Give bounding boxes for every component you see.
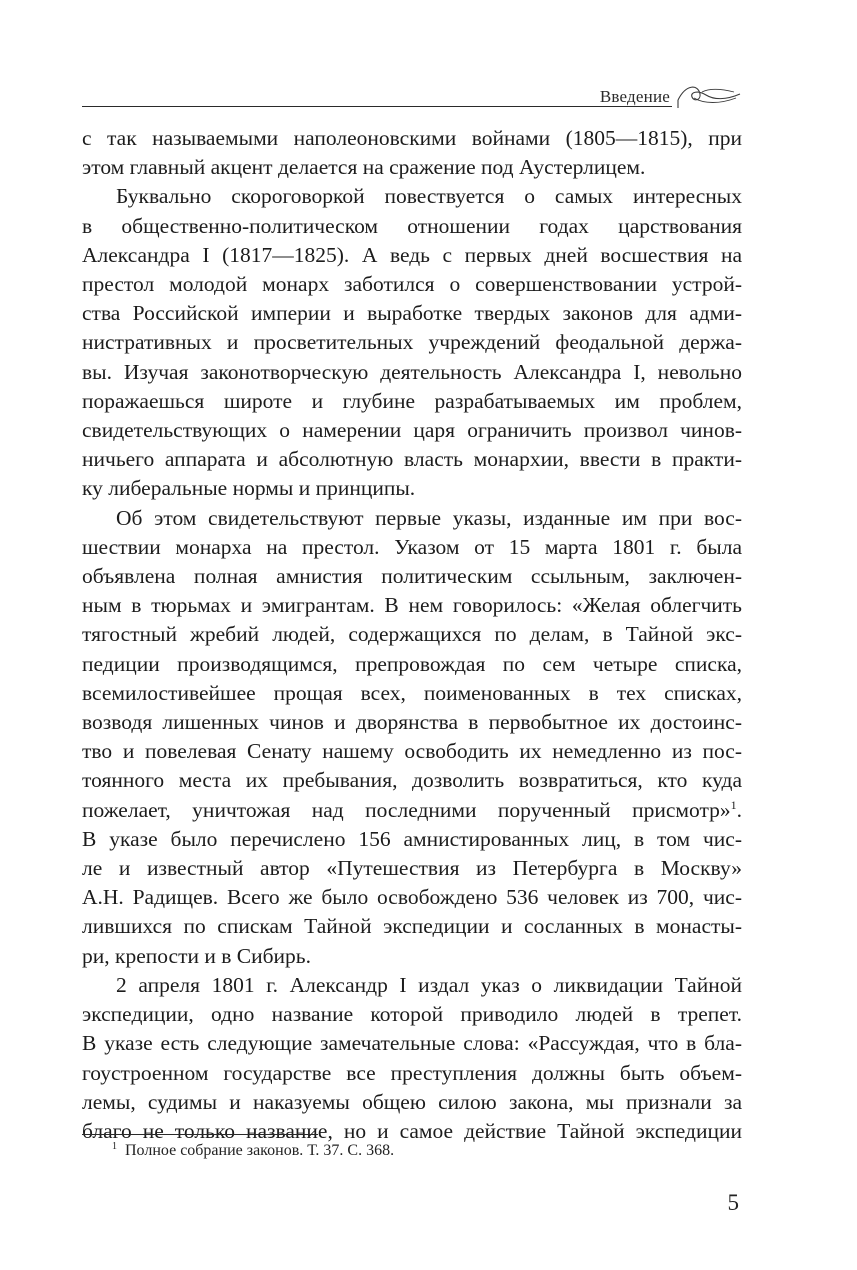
text-line: в общественно-политическом отношении годах царствования: [82, 213, 742, 238]
text-line: педиции производящимся, препровождая по сем четыре списка,: [82, 651, 742, 676]
text-line: Александра I (1817—1825). А ведь с первых дней восшествия на: [82, 242, 742, 267]
paragraph-2: [82, 182, 742, 503]
footnote-rule: [82, 1134, 318, 1135]
text-line-with-footnote: пожелает, уничтожая над последними порученный присмотр»$^1$.: [82, 797, 742, 822]
text-line: свидетельствующих о намерении царя ограничить произвол чинов-: [82, 418, 742, 443]
text-line: лемы, судимы и наказуемы общею силою закона, мы признали за: [82, 1089, 742, 1114]
decorative-flourish-icon: [676, 80, 742, 108]
text-line: А.Н. Радищев. Всего же было освобождено 536 человек из 700, чис-: [82, 885, 742, 910]
text-line: объявлена полная амнистия политическим ссыльным, заключен-: [82, 564, 742, 589]
text-line: гоустроенном государстве все преступления должны быть объем-: [82, 1060, 742, 1085]
text-line: вы. Изучая законотворческую деятельность Александра I, невольно: [82, 359, 742, 384]
text-line: нистративных и просветительных учреждений феодальной держа-: [82, 330, 742, 355]
text-line: этом главный акцент делается на сражение под Аустерлицем.: [82, 155, 646, 180]
text-line: ку либеральные нормы и принципы.: [82, 476, 416, 501]
text-line: благо не только название, но и самое действие Тайной экспедиции: [82, 1118, 742, 1143]
header-rule: [82, 106, 672, 107]
text-line: ничьего аппарата и абсолютную власть монархии, ввести в практи-: [82, 447, 742, 472]
text-line: возводя лишенных чинов и дворянства в первобытное их достоинс-: [82, 710, 742, 735]
text-line: престол молодой монарх заботился о совершенствовании устрой-: [82, 272, 742, 297]
text-line: Буквально скороговоркой повествуется о самых интересных: [116, 184, 742, 209]
text-line: В указе было перечислено 156 амнистированных лиц, в том чис-: [82, 826, 742, 851]
text-line: пожелает, уничтожая над последними порученный присмотр»: [82, 797, 731, 822]
text-line: 2 апреля 1801 г. Александр I издал указ о ликвидации Тайной: [116, 972, 742, 997]
text-line: поражаешься широте и глубине разрабатываемых им проблем,: [82, 388, 742, 413]
text-line: ле и известный автор «Путешествия из Петербурга в Москву»: [82, 856, 742, 881]
text-line: экспедиции, одно название которой приводило людей в трепет.: [82, 1002, 742, 1027]
text-line: ства Российской империи и выработке твердых законов для адми-: [82, 301, 742, 326]
text-line: ным в тюрьмах и эмигрантам. В нем говорилось: «Желая облегчить: [82, 593, 742, 618]
paragraph-1: [82, 124, 742, 182]
paragraph-3: [82, 504, 742, 971]
text-line: лившихся по спискам Тайной экспедиции и сосланных в монасты-: [82, 914, 742, 939]
text-line: В указе есть следующие замечательные слова: «Рассуждая, что в бла-: [82, 1031, 742, 1056]
text-line: тво и повелевая Сенату нашему освободить их немедленно из пос-: [82, 739, 742, 764]
page-number: 5: [727, 1190, 739, 1215]
text-line: всемилостивейшее прощая всех, поименованных в тех списках,: [82, 680, 742, 705]
text-line: шествии монарха на престол. Указом от 15 марта 1801 г. была: [82, 534, 742, 559]
footnote-text: Полное собрание законов. Т. 37. С. 368.: [125, 1142, 395, 1159]
text-line: с так называемыми наполеоновскими войнами (1805—1815), при: [82, 126, 742, 150]
footnote-reference[interactable]: 1: [730, 797, 737, 812]
running-header: [82, 76, 742, 110]
body-text: [82, 124, 742, 1146]
running-header-title: Введение: [599, 87, 670, 106]
text-line: тоянного места их пребывания, дозволить возвратиться, кто куда: [82, 768, 742, 793]
footnote: [112, 1140, 394, 1162]
paragraph-4: [82, 971, 742, 1146]
text-line: Об этом свидетельствуют первые указы, изданные им при вос-: [116, 505, 742, 530]
text-line: ри, крепости и в Сибирь.: [82, 943, 311, 968]
text-line: тягостный жребий людей, содержащихся по делам, в Тайной экс-: [82, 622, 742, 647]
footnote-mark: 1: [112, 1140, 117, 1152]
